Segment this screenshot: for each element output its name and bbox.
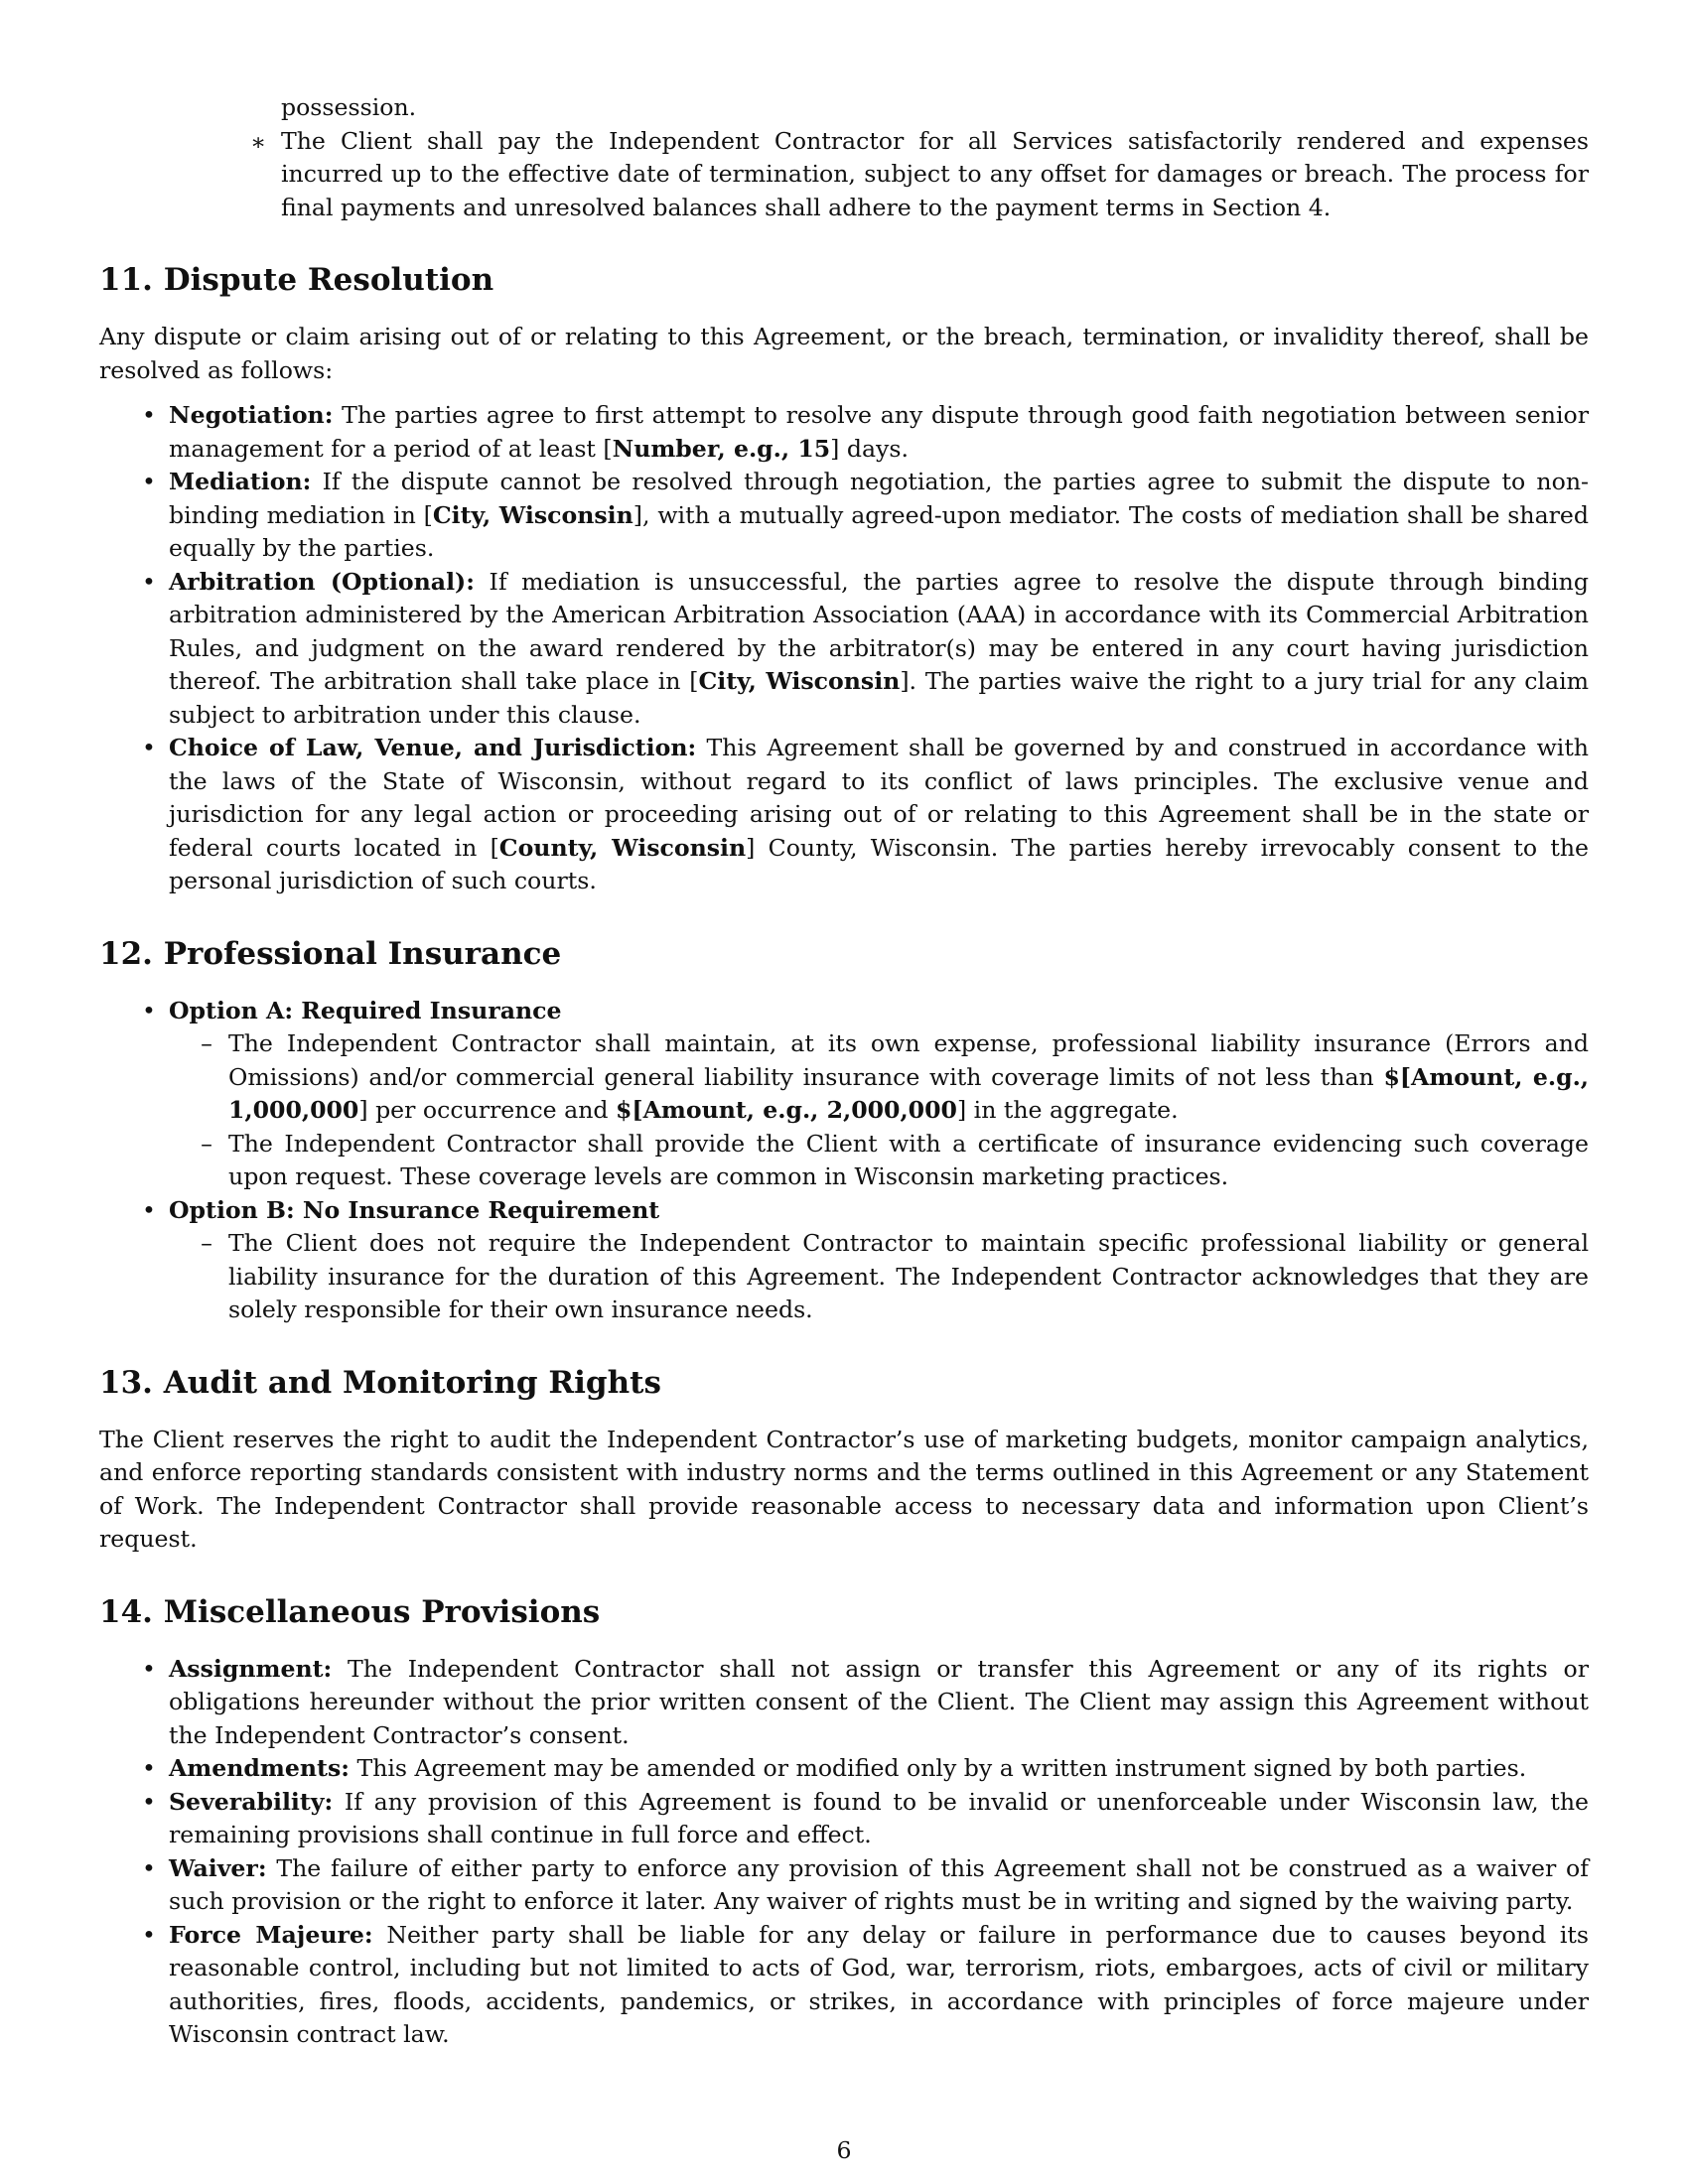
item-label: Amendments: [169,1754,350,1782]
item-text: This Agreement shall be governed by and construed in accordance with the laws of the State of Wisconsin, without regard to its conflict of laws principles. The exclusive venue and jurisdiction for any legal action or proceeding arising out of or relating to this Agreement shall be in the state or federal courts located in [ [169,734,1589,862]
item-text: The parties agree to first attempt to resolve any dispute through good faith negotiation between senior management for a period of at least [ [169,401,1589,463]
carryover-block [99,91,1589,224]
section-11-intro: Any dispute or claim arising out of or relating to this Agreement, or the breach, termination, or invalidity thereof, shall be resolved as follows: [99,323,1589,384]
item-text: ] per occurrence and [358,1096,616,1124]
list-item-force-majeure [99,1919,1589,2052]
item-label: Assignment: [169,1654,333,1683]
item-text: The Client does not require the Independent Contractor to maintain specific professional liability or general liability insurance for the duration of this Agreement. The Independent Contractor acknowledges that they are solely responsible for their own insurance needs. [228,1229,1589,1323]
bullet-icon: • [142,1195,156,1224]
list-item-amendments [99,1752,1589,1786]
sublist-item [169,1227,1589,1327]
item-text: The Independent Contractor shall not assign or transfer this Agreement or any of its rights or obligations hereunder without the prior written consent of the Client. The Client may assign this Agreement without the Independent Contractor’s consent. [169,1654,1589,1749]
list-item-choice-of-law [99,732,1589,898]
page-number: 6 [836,2136,852,2164]
list-item-negotiation [99,399,1589,466]
section-12-list [99,995,1589,1327]
list-item-waiver [99,1852,1589,1919]
item-label: Waiver: [169,1853,267,1882]
bullet-icon: • [142,1654,156,1683]
option-b-sublist [169,1227,1589,1327]
bullet-icon: • [142,1754,156,1782]
dash-icon: – [201,1029,212,1057]
item-text: If any provision of this Agreement is found to be invalid or unenforceable under Wisconsin law, the remaining provisions shall continue in full force and effect. [169,1787,1589,1848]
section-11-list [99,399,1589,898]
section-heading-12: 12. Professional Insurance [99,935,562,972]
bullet-icon: • [142,1787,156,1816]
list-item-mediation [99,466,1589,566]
list-item-severability [99,1786,1589,1852]
item-label: Choice of Law, Venue, and Jurisdiction: [169,734,697,761]
item-label: Mediation: [169,468,312,495]
item-label: Arbitration (Optional): [169,567,475,596]
section-heading-11: 11. Dispute Resolution [99,262,494,298]
item-text: ]. The parties waive the right to a jury trial for any claim subject to arbitration under this clause. [169,667,1589,729]
bullet-icon: • [142,1920,156,1949]
bullet-icon: • [142,468,156,495]
placeholder-field: $[Amount, e.g., 1,000,000 [228,1062,1589,1124]
item-text: This Agreement may be amended or modified only by a written instrument signed by both parties. [349,1754,1527,1782]
bullet-icon: • [142,401,156,429]
sublist-item [169,1128,1589,1194]
item-text: ] in the aggregate. [956,1096,1179,1124]
asterisk-bullet-icon: ∗ [250,127,267,156]
dash-icon: – [201,1229,212,1257]
item-label: Severability: [169,1787,334,1816]
placeholder-field: City, Wisconsin [698,667,901,695]
item-label: Negotiation: [169,401,334,429]
bullet-icon: • [142,734,156,761]
bullet-icon: • [142,1853,156,1882]
option-a-sublist [169,1027,1589,1194]
item-text: If mediation is unsuccessful, the parties agree to resolve the dispute through binding arbitration administered by the American Arbitration Association (AAA) in accordance with its Commercial Arbitration Rules, and judgment on the award rendered by the arbitrator(s) may be entered in any court having jurisdiction thereof. The arbitration shall take place in [ [169,567,1589,695]
item-text: The Independent Contractor shall maintain, at its own expense, professional liability insurance (Errors and Omissions) and/or commercial general liability insurance with coverage limits of not less than [228,1029,1589,1091]
option-label: Option B: No Insurance Requirement [169,1195,660,1224]
list-item-arbitration [99,566,1589,733]
carryover-item [99,125,1589,225]
section-13-text: The Client reserves the right to audit the Independent Contractor’s use of marketing budgets, monitor campaign analytics, and enforce reporting standards consistent with industry norms and the terms outlined in this Agreement or any Statement of Work. The Independent Contractor shall provide reasonable access to necessary data and information upon Client’s request. [99,1425,1589,1553]
list-item-option-a [99,995,1589,1194]
bullet-icon: • [142,567,156,596]
option-label: Option A: Required Insurance [169,996,562,1024]
placeholder-field: City, Wisconsin [432,500,633,529]
section-heading-13: 13. Audit and Monitoring Rights [99,1364,661,1401]
list-item-assignment [99,1653,1589,1753]
item-text: ] County, Wisconsin. The parties hereby irrevocably consent to the personal jurisdiction of such courts. [169,833,1589,894]
list-item-option-b [99,1194,1589,1327]
bullet-icon: • [142,996,156,1024]
item-text: If the dispute cannot be resolved through negotiation, the parties agree to submit the dispute to non-binding mediation in [ [169,468,1589,529]
placeholder-field: $[Amount, e.g., 2,000,000 [616,1096,957,1124]
item-text: The Independent Contractor shall provide the Client with a certificate of insurance evidencing such coverage upon request. These coverage levels are common in Wisconsin marketing practices. [228,1129,1589,1190]
item-text: The failure of either party to enforce any provision of this Agreement shall not be construed as a waiver of such provision or the right to enforce it later. Any waiver of rights must be in writing and signed by the waiving party. [169,1853,1589,1915]
section-14-list [99,1653,1589,2052]
placeholder-field: County, Wisconsin [498,833,747,862]
placeholder-field: Number, e.g., 15 [612,434,831,463]
carryover-item-text: The Client shall pay the Independent Contractor for all Services satisfactorily rendered and expenses incurred up to the effective date of termination, subject to any offset for damages or breach. The process for final payments and unresolved balances shall adhere to the payment terms in Section 4. [281,126,1589,221]
item-label: Force Majeure: [169,1920,373,1949]
section-heading-14: 14. Miscellaneous Provisions [99,1593,601,1630]
item-text: ] days. [830,434,909,463]
dash-icon: – [201,1129,212,1158]
carryover-line [99,91,1589,125]
carryover-text: possession. [281,93,417,121]
item-text: Neither party shall be liable for any delay or failure in performance due to causes beyond its reasonable control, including but not limited to acts of God, war, terrorism, riots, embargoes, acts of civil or military authorities, fires, floods, accidents, pandemics, or strikes, in accordance with principles of force majeure under Wisconsin contract law. [169,1920,1589,2048]
sublist-item [169,1027,1589,1128]
document-page [99,91,1589,2052]
item-text: ], with a mutually agreed-upon mediator. The costs of mediation shall be shared equally by the parties. [169,500,1590,562]
